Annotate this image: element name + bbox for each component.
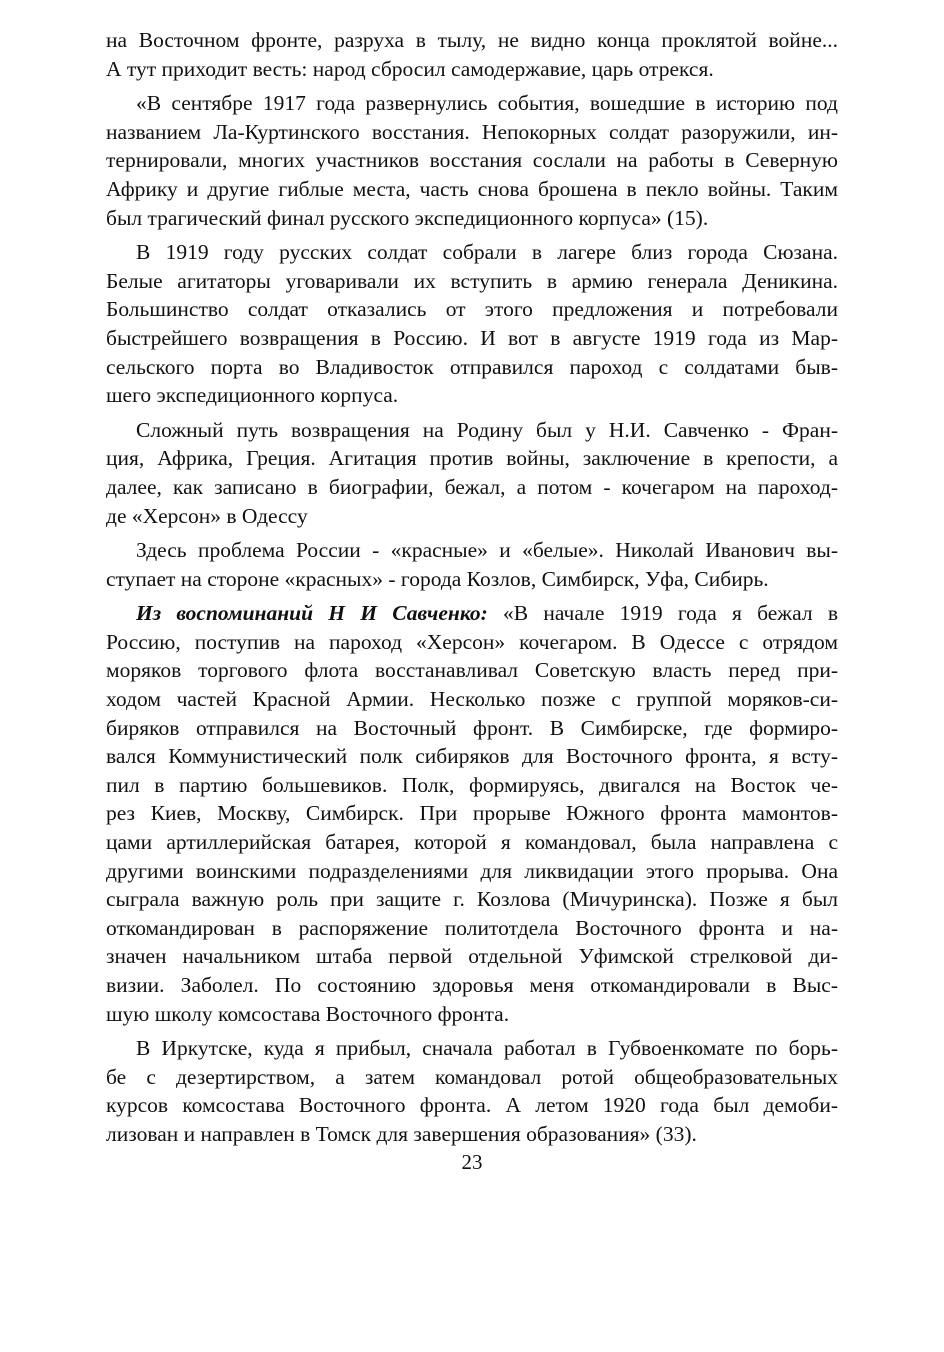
memoir-first-line-rest: «В начале 1919 года я бежал в bbox=[487, 601, 838, 626]
text-line: сельского порта во Владивосток отправился пароход с солдатами быв- bbox=[106, 354, 838, 379]
text-line: Сложный путь возвращения на Родину был у Н.И. Савченко - Фран- bbox=[136, 417, 838, 442]
text-line: биряков отправился на Восточный фронт. В Симбирске, где формиро- bbox=[106, 715, 838, 740]
text-line bbox=[106, 599, 838, 628]
text-line: моряков торгового флота восстанавливал Советскую власть перед при- bbox=[106, 658, 838, 683]
text-line: другими воинскими подразделениями для ликвидации этого прорыва. Она bbox=[106, 858, 838, 883]
paragraph-7 bbox=[106, 1034, 838, 1148]
text-line: ступает на стороне «красных» - города Козлов, Симбирск, Уфа, Сибирь. bbox=[106, 566, 769, 591]
text-line: тернировали, многих участников восстания сослали на работы в Северную bbox=[106, 148, 838, 173]
paragraph-5 bbox=[106, 536, 838, 593]
paragraph-2 bbox=[106, 89, 838, 232]
text-line: ция, Африка, Греция. Агитация против войны, заключение в крепости, а bbox=[106, 446, 838, 471]
text-line: быстрейшего возвращения в Россию. И вот в августе 1919 года из Мар- bbox=[106, 325, 838, 350]
text-line: вался Коммунистический полк сибиряков для Восточного фронта, я всту- bbox=[106, 744, 838, 769]
text-line: названием Ла-Куртинского восстания. Непокорных солдат разоружили, ин- bbox=[106, 119, 838, 144]
text-line: Африку и другие гиблые места, часть снова брошена в пекло войны. Таким bbox=[106, 176, 838, 201]
text-line: Большинство солдат отказались от этого предложения и потребовали bbox=[106, 297, 838, 322]
text-line: шую школу комсостава Восточного фронта. bbox=[106, 1001, 510, 1026]
text-line: лизован и направлен в Томск для завершения образования» (33). bbox=[106, 1121, 697, 1146]
page-text-body bbox=[106, 26, 838, 1155]
text-line: сыграла важную роль при защите г. Козлова (Мичуринска). Позже я был bbox=[106, 887, 838, 912]
text-line: курсов комсостава Восточного фронта. А летом 1920 года был демоби- bbox=[106, 1093, 838, 1118]
text-line: Белые агитаторы уговаривали их вступить в армию генерала Деникина. bbox=[106, 268, 838, 293]
text-line: шего экспедиционного корпуса. bbox=[106, 383, 399, 408]
text-line: был трагический финал русского экспедиционного корпуса» (15). bbox=[106, 205, 709, 230]
text-line: В Иркутске, куда я прибыл, сначала работал в Губвоенкомате по борь- bbox=[136, 1036, 838, 1061]
memoir-lead-in: Из воспоминаний Н И Савченко: bbox=[136, 601, 488, 626]
text-line: де «Херсон» в Одессу bbox=[106, 503, 308, 528]
text-line: ходом частей Красной Армии. Несколько позже с группой моряков-си- bbox=[106, 687, 838, 712]
text-line: рез Киев, Москву, Симбирск. При прорыве Южного фронта мамонтов- bbox=[106, 801, 838, 826]
paragraph-4 bbox=[106, 416, 838, 530]
text-line: бе с дезертирством, а затем командовал ротой общеобразовательных bbox=[106, 1064, 838, 1089]
text-line: Здесь проблема России - «красные» и «белые». Николай Иванович вы- bbox=[136, 538, 838, 563]
text-line: В 1919 году русских солдат собрали в лагере близ города Сюзана. bbox=[136, 240, 838, 265]
text-line: откомандирован в распоряжение политотдела Восточного фронта и на- bbox=[106, 915, 838, 940]
text-line: пил в партию большевиков. Полк, формируясь, двигался на Восток че- bbox=[106, 772, 838, 797]
paragraph-3 bbox=[106, 238, 838, 410]
text-line: «В сентябре 1917 года развернулись события, вошедшие в историю под bbox=[136, 91, 838, 116]
paragraph-6-memoir-quote bbox=[106, 599, 838, 1028]
page-number: 23 bbox=[461, 1150, 483, 1174]
text-line: А тут приходит весть: народ сбросил самодержавие, царь отрекся. bbox=[106, 56, 714, 81]
text-line: значен начальником штаба первой отдельной Уфимской стрелковой ди- bbox=[106, 944, 838, 969]
text-line: Россию, поступив на пароход «Херсон» кочегаром. В Одессе с отрядом bbox=[106, 629, 838, 654]
paragraph-1 bbox=[106, 26, 838, 83]
text-line: на Восточном фронте, разруха в тылу, не видно конца проклятой войне... bbox=[106, 28, 838, 52]
text-line: далее, как записано в биографии, бежал, а потом - кочегаром на пароход- bbox=[106, 474, 838, 499]
text-line: визии. Заболел. По состоянию здоровья меня откомандировали в Выс- bbox=[106, 973, 838, 997]
text-line: цами артиллерийская батарея, которой я командовал, была направлена с bbox=[106, 830, 838, 855]
